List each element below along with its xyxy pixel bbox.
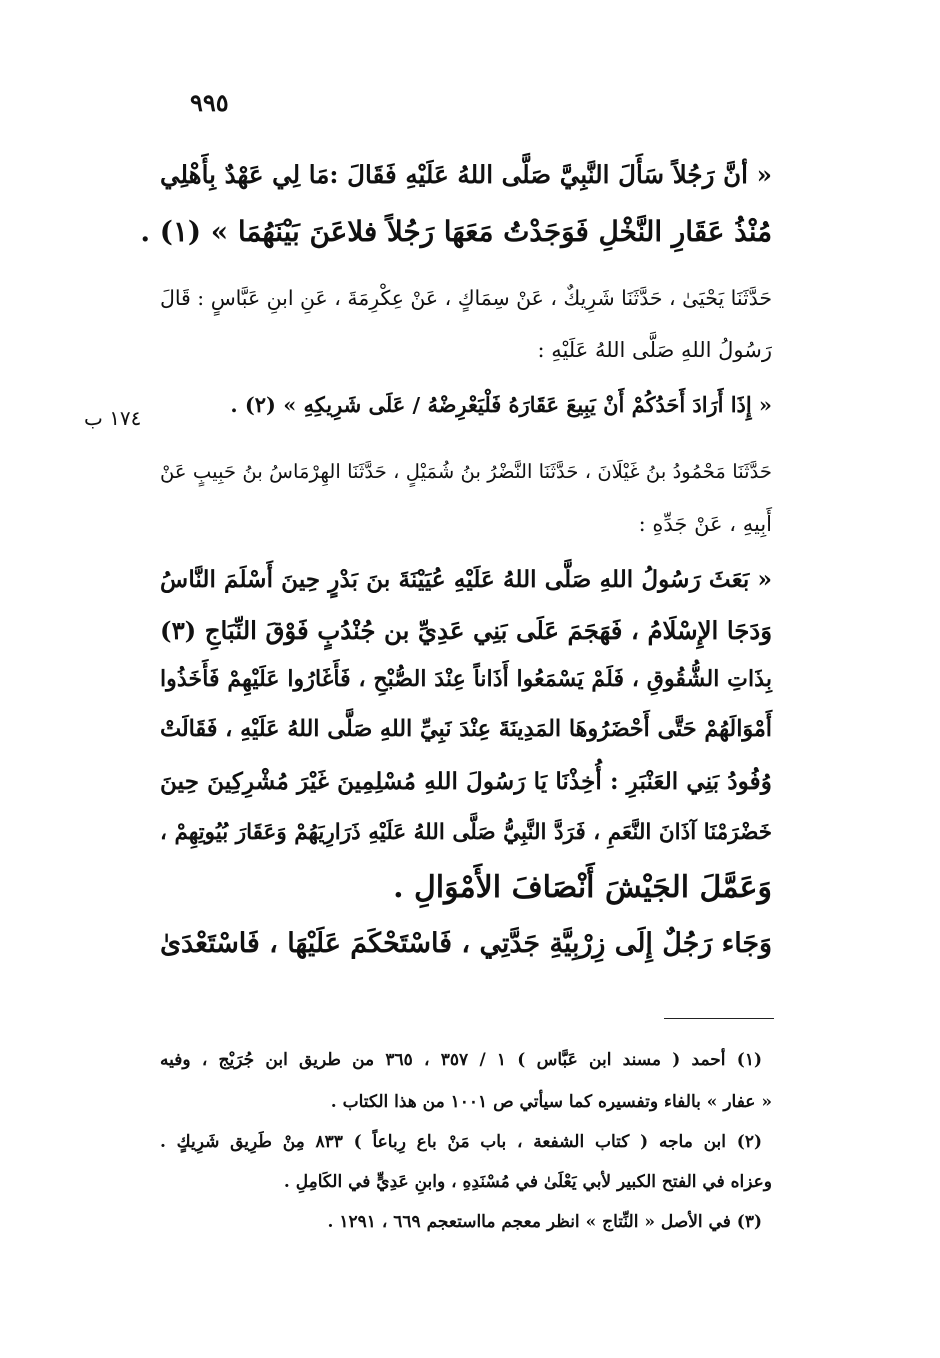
footnote-line: « عفار » بالفاء وتفسيره كما سيأتي ص ١٠٠١ من هذا الكتاب .: [330, 1092, 772, 1112]
text-line: « بَعَثَ رَسُولُ اللهِ صَلَّى اللهُ عَلَيْهِ عُيَيْنَةَ بنَ بَدْرٍ حِينَ أَسْلَمَ النَّاسُ: [160, 566, 772, 593]
isnad-line: رَسُولُ اللهِ صَلَّى اللهُ عَلَيْهِ :: [537, 338, 772, 362]
text-line: « إِذَا أَرَادَ أَحَدُكُمْ أَنْ يَبِيعَ عَقَارَهُ فَلْيَعْرِضْهُ / عَلَى شَرِيكِهِ » (٢) .: [230, 392, 772, 417]
text-line: بِذَاتِ الشُّقُوقِ ، فَلَمْ يَسْمَعُوا أَذَاناً عِنْدَ الصُّبْحِ ، فَأَغَارُوا عَلَيْهِمْ فَأَخَذُوا: [160, 666, 772, 692]
text-line: « أنَّ رَجُلاً سَأَلَ النَّبِيَّ صَلَّى اللهُ عَلَيْهِ فَقَالَ :مَا لِي عَهْدٌ بِأَهْلِي: [160, 160, 772, 189]
footnote-line: (٣) في الأصل « النِّتاج » انظر معجم مااستعجم ٦٦٩ ، ١٢٩١ .: [327, 1212, 762, 1232]
text-line: وَجَاء رَجُلٌ إِلَى زِرْبِيَّةِ جَدَّتِي ، فَاسْتَحْكَمَ عَلَيْهَا ، فَاسْتَعْدَىٰ: [160, 928, 772, 959]
margin-folio-note: ١٧٤ ب: [84, 406, 142, 430]
isnad-line: أَبِيهِ ، عَنْ جَدِّهِ :: [638, 512, 772, 536]
text-line: وَعَمَّلَ الجَيْشَ أَنْصَافَ الأَمْوَالِ .: [393, 870, 772, 905]
text-line: أَمْوَالَهُمْ حَتَّى أَحْضَرُوهَا المَدِينَةَ عِنْدَ نَبِيِّ اللهِ صَلَّى اللهُ عَلَيْهِ ، فَقَالَتْ: [160, 716, 772, 742]
footnote-line: (١) أحمد ( مسند ابن عَبَّاس ) ١ / ٣٥٧ ، ٣٦٥ من طريق ابن جُرَيْج ، وفيه: [160, 1050, 762, 1070]
text-line: وَدَجَا الإِسْلَامُ ، فَهَجَمَ عَلَى بَنِي عَدِيِّ بن جُنْدُبٍ فَوْقَ النِّبَاجِ (٣): [160, 616, 772, 645]
text-line: خَضْرَمْنَا آذَانَ النَّعَمِ ، فَرَدَّ النَّبِيُّ صَلَّى اللهُ عَلَيْهِ ذَرَارِيَهُمْ وَعَقَارَ بُيُوتِهِمْ ،: [160, 820, 772, 845]
footnote-divider: [664, 1018, 774, 1019]
footnote-line: (٢) ابن ماجه ( كتاب الشفعة ، باب مَنْ باع رِباعاً ) ٨٣٣ مِنْ طَرِيق شَرِيكٍ .: [160, 1132, 762, 1152]
page-number: ٩٩٥: [190, 88, 229, 117]
text-line: وُفُودُ بَنِي العَنْبَرِ : أُخِذْنَا يَا رَسُولَ اللهِ مُسْلِمِينَ غَيْرَ مُشْرِكِينَ حِينَ: [160, 768, 772, 795]
text-line: مُنْذُ عَقَارِ النَّخْلِ فَوَجَدْتُ مَعَهَا رَجُلاً فلاعَنَ بَيْنَهُمَا » (١) .: [140, 215, 772, 248]
footnote-line: وعزاه في الفتح الكبير لأبي يَعْلَىٰ في مُسْنَدِهِ ، وابنِ عَدِيٍّ في الكَامِلِ .: [283, 1172, 772, 1192]
isnad-line: حَدَّثَنَا مَحْمُودُ بنُ غَيْلَانَ ، حَدَّثَنَا النَّضْرُ بنُ شُمَيْلٍ ، حَدَّثَنَا الهِرْمَاسُ بنُ حَبِيبٍ عَنْ: [160, 460, 772, 483]
isnad-line: حَدَّثَنَا يَحْيَىٰ ، حَدَّثَنَا شَرِيكٌ ، عَنْ سِمَاكٍ ، عَنْ عِكْرِمَةَ ، عَنِ ابنِ عَبَّاسٍ : قَالَ: [160, 286, 772, 310]
